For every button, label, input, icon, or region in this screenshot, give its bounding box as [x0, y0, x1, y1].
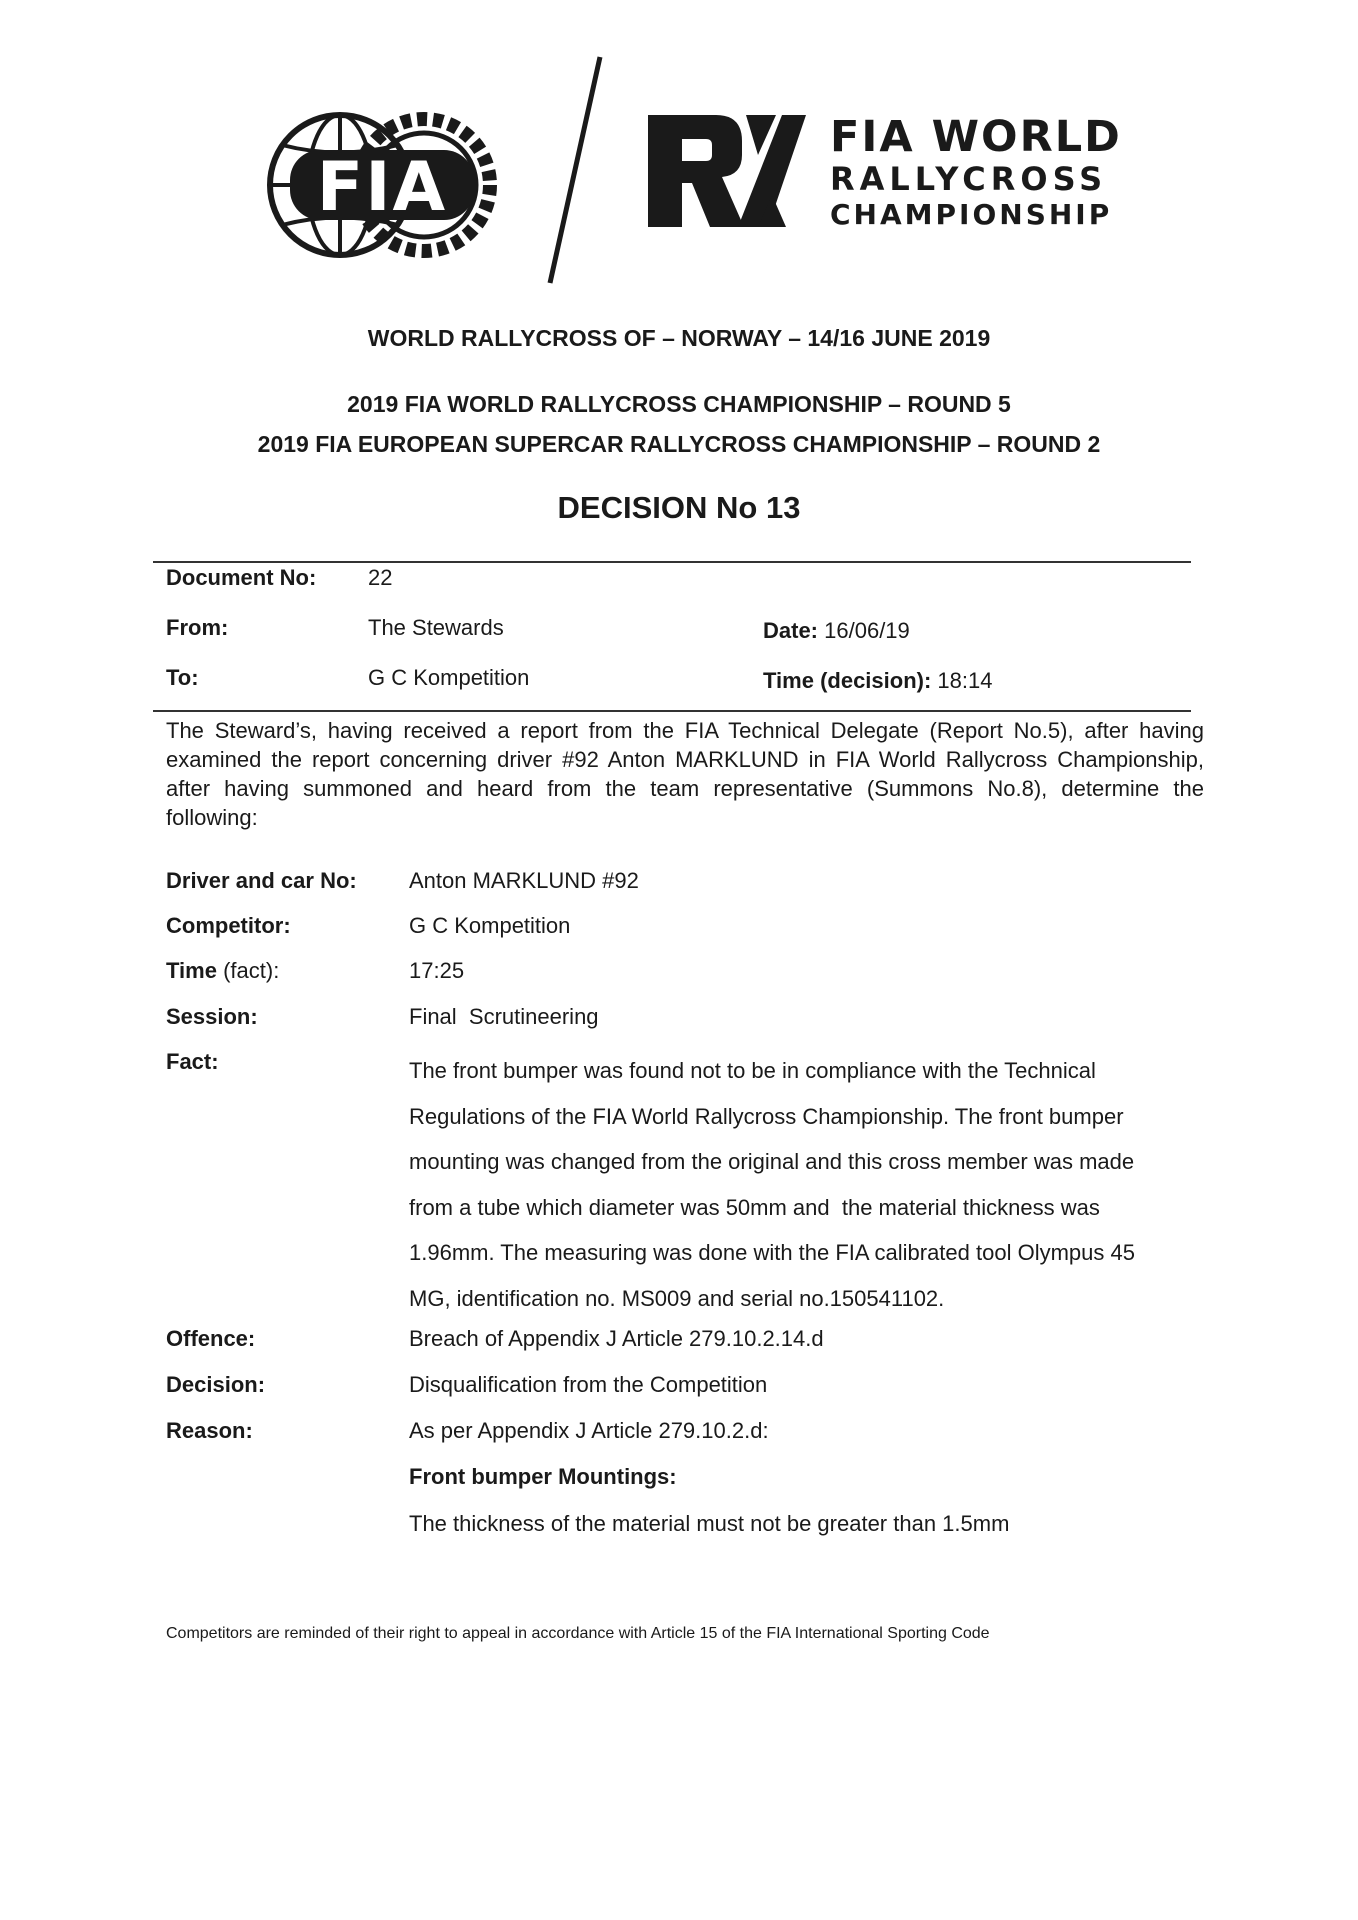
round-line-2: 2019 FIA EUROPEAN SUPERCAR RALLYCROSS CHAMPIONSHIP – ROUND 2	[257, 431, 1101, 457]
date-label: Date:	[763, 618, 819, 643]
divider-slash	[540, 55, 610, 285]
decision-value: Disqualification from the Competition	[409, 1372, 768, 1397]
competitor-label: Competitor:	[166, 913, 291, 938]
offence-label: Offence:	[166, 1326, 256, 1351]
decision-title: DECISION No 13	[557, 490, 801, 525]
fact-line: Regulations of the FIA World Rallycross Championship. The front bumper	[409, 1103, 1124, 1129]
fact-line: MG, identification no. MS009 and serial no.150541102.	[409, 1285, 945, 1311]
competitor-value: G C Kompetition	[409, 913, 571, 938]
championship-wordmark	[830, 112, 1122, 231]
time-fact-label	[166, 958, 279, 984]
reason-label: Reason:	[166, 1418, 253, 1443]
session-value: Final Scrutineering	[409, 1004, 599, 1029]
fact-line: 1.96mm. The measuring was done with the FIA calibrated tool Olympus 45	[409, 1240, 1135, 1265]
document-no-label: Document No:	[166, 565, 317, 590]
time-fact-label-bold: Time	[166, 958, 217, 983]
header-rule-top	[153, 561, 1191, 563]
date-value: 16/06/19	[824, 618, 910, 643]
document-no-value: 22	[368, 565, 393, 590]
driver-value: Anton MARKLUND #92	[409, 868, 639, 893]
reason-text: The thickness of the material must not be greater than 1.5mm	[409, 1511, 1010, 1536]
driver-label: Driver and car No:	[166, 868, 357, 893]
event-title: WORLD RALLYCROSS OF – NORWAY – 14/16 JUNE 2019	[367, 325, 991, 351]
header-rule-bottom	[153, 710, 1191, 712]
time-decision-value: 18:14	[937, 668, 993, 693]
to-value: G C Kompetition	[368, 665, 530, 690]
appeal-footer-note: Competitors are reminded of their right to appeal in accordance with Article 15 of the FIA International Sporting Code	[166, 1625, 990, 1642]
fact-label: Fact:	[166, 1049, 219, 1074]
fact-line: from a tube which diameter was 50mm and the material thickness was	[409, 1194, 1100, 1220]
fia-logo	[262, 90, 502, 280]
fia-logo-text: FIA	[316, 148, 448, 227]
offence-value: Breach of Appendix J Article 279.10.2.14.d	[409, 1326, 824, 1351]
intro-paragraph: The Steward’s, having received a report from the FIA Technical Delegate (Report No.5), after having examined the report concerning driver #92 Anton MARKLUND in FIA World Rallycross Championship, after having summoned and heard from the team representative (Summons No.8), determine the following:	[166, 718, 1204, 830]
to-label: To:	[166, 665, 199, 690]
time-decision-field	[763, 668, 992, 694]
from-label: From:	[166, 615, 229, 640]
reason-value: As per Appendix J Article 279.10.2.d:	[409, 1418, 769, 1443]
wordmark-line-2: RALLYCROSS	[830, 160, 1108, 198]
fact-line: mounting was changed from the original and this cross member was made	[409, 1149, 1135, 1174]
fact-line: The front bumper was found not to be in compliance with the Technical	[409, 1058, 1096, 1083]
wordmark-line-1: FIA WORLD	[830, 112, 1122, 162]
time-fact-label-rest: (fact):	[223, 958, 280, 983]
round-line-1: 2019 FIA WORLD RALLYCROSS CHAMPIONSHIP – ROUND 5	[347, 391, 1011, 417]
fact-text	[409, 1048, 1209, 1321]
date-field	[763, 618, 910, 644]
from-value: The Stewards	[368, 615, 504, 640]
time-decision-label: Time (decision):	[763, 668, 932, 693]
session-label: Session:	[166, 1004, 258, 1029]
reason-heading: Front bumper Mountings:	[409, 1464, 677, 1489]
decision-label: Decision:	[166, 1372, 266, 1397]
wordmark-line-3: CHAMPIONSHIP	[830, 198, 1113, 231]
rx-logo	[646, 115, 806, 227]
time-fact-value: 17:25	[409, 958, 465, 983]
